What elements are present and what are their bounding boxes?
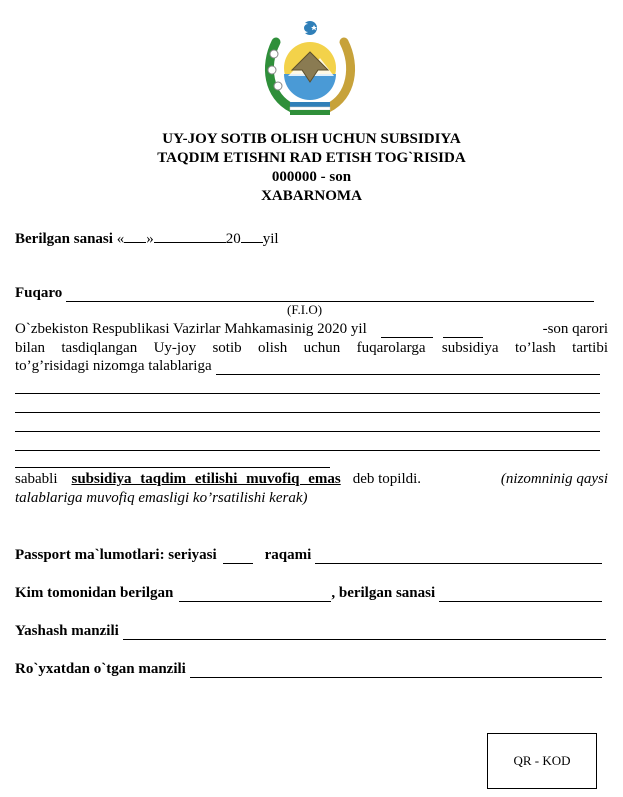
- fio-caption: (F.I.O): [287, 302, 323, 317]
- blank-line-3[interactable]: [15, 431, 600, 432]
- year-prefix: 20: [225, 231, 241, 247]
- body-text-1b: -son qarori: [542, 321, 608, 337]
- month-field[interactable]: [154, 228, 226, 243]
- state-emblem-icon: [262, 18, 358, 118]
- passport-series-field[interactable]: [223, 549, 253, 564]
- citizen-label: Fuqaro: [15, 285, 63, 301]
- registered-label: Ro`yxatdan o`tgan manzili: [15, 661, 186, 677]
- body-line-3: [15, 357, 608, 375]
- reason-prefix: sababli: [15, 471, 58, 487]
- issued-row: [15, 584, 608, 602]
- reason-line: [15, 470, 608, 488]
- date-label: Berilgan sanasi: [15, 231, 113, 247]
- issued-label: Kim tomonidan berilgan: [15, 585, 174, 601]
- decree-number-field[interactable]: [443, 323, 483, 338]
- issued-by-field[interactable]: [179, 587, 331, 602]
- passport-number-label: raqami: [264, 547, 312, 563]
- year-field[interactable]: [241, 228, 263, 243]
- body-line-1: [15, 320, 608, 338]
- year-suffix: yil: [262, 231, 279, 247]
- blank-line-4[interactable]: [15, 450, 600, 451]
- doc-type: XABARNOMA: [261, 188, 362, 204]
- reason-bold: subsidiya taqdim etilishi muvofiq emas: [71, 471, 341, 487]
- reason-suffix: deb topildi.: [352, 471, 422, 487]
- passport-number-field[interactable]: [315, 549, 602, 564]
- date-line: [15, 228, 279, 248]
- blank-line-5[interactable]: [15, 467, 330, 468]
- passport-row: [15, 546, 608, 564]
- passport-label: Passport ma`lumotlari: seriyasi: [15, 547, 217, 563]
- citizen-name-field[interactable]: [66, 287, 594, 302]
- note-text-a: (nizomninig qaysi: [500, 471, 608, 487]
- issued-date-field[interactable]: [439, 587, 602, 602]
- blank-line-1[interactable]: [15, 393, 600, 394]
- address-label: Yashash manzili: [15, 623, 119, 639]
- doc-number: 000000 - son: [271, 169, 352, 185]
- requirements-field[interactable]: [216, 360, 600, 375]
- issued-date-label: , berilgan sanasi: [331, 585, 436, 601]
- day-field[interactable]: [124, 228, 146, 243]
- citizen-row: [15, 284, 608, 302]
- body-text-1a: O`zbekiston Respublikasi Vazirlar Mahkamasinig 2020 yil: [15, 321, 367, 337]
- note-text-b: talablariga muvofiq emasligi ko’rsatilishi kerak): [15, 490, 308, 506]
- doc-title-line2: TAQDIM ETISHNI RAD ETISH TOG`RISIDA: [157, 150, 466, 166]
- qr-label: QR - KOD: [513, 753, 571, 768]
- address-field[interactable]: [123, 625, 606, 640]
- doc-title-line1: UY-JOY SOTIB OLISH UCHUN SUBSIDIYA: [162, 131, 461, 147]
- date-close-quote: »: [146, 231, 154, 247]
- body-text-3: to’g’risidagi nizomga talablariga: [15, 358, 212, 374]
- registered-row: [15, 660, 608, 678]
- blank-line-2[interactable]: [15, 412, 600, 413]
- date-open-quote: «: [116, 231, 125, 247]
- body-line-2: bilan tasdiqlangan Uy-joy sotib olish uchun fuqarolarga subsidiya to’lash tartibi: [15, 340, 608, 356]
- registered-address-field[interactable]: [190, 663, 602, 678]
- qr-code-box: [487, 733, 597, 789]
- decree-date-field[interactable]: [381, 323, 433, 338]
- address-row: [15, 622, 608, 640]
